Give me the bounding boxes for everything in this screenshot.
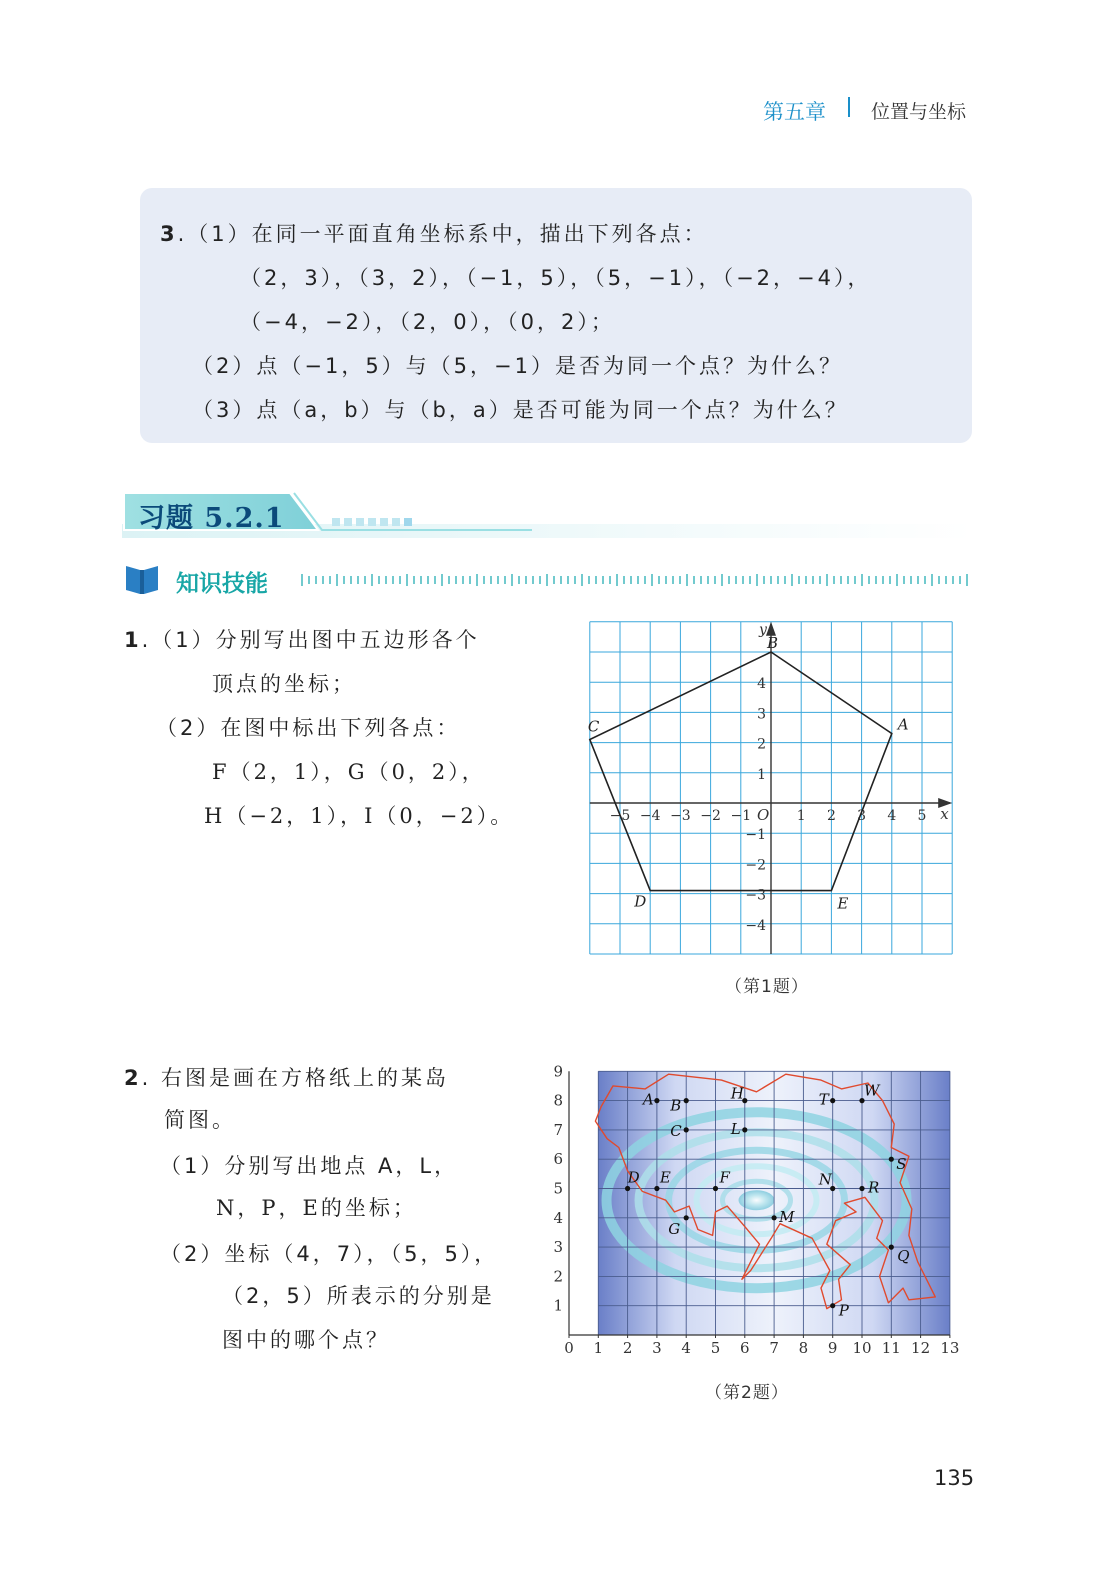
y-tick-label: 9 bbox=[553, 1062, 563, 1081]
y-tick-label: 5 bbox=[553, 1179, 563, 1198]
point-Q bbox=[889, 1245, 894, 1250]
point-label-T: T bbox=[818, 1090, 829, 1109]
q3-points-line2: （−4，−2），（2，0），（0，2）； bbox=[240, 310, 615, 334]
y-tick-label: −4 bbox=[745, 917, 766, 934]
vertex-label-D: D bbox=[634, 892, 647, 911]
point-R bbox=[859, 1186, 864, 1191]
q1-line4: F（2，1），G（0，2）， bbox=[212, 760, 486, 784]
x-tick-label: −3 bbox=[670, 808, 691, 824]
chapter-label: 第五章 bbox=[763, 100, 826, 124]
point-label-Q: Q bbox=[897, 1247, 910, 1266]
x-tick-label: 1 bbox=[796, 808, 806, 824]
figure2-caption: （第2题） bbox=[705, 1383, 789, 1403]
q2-line1 bbox=[124, 1062, 449, 1092]
x-tick-label: 5 bbox=[710, 1339, 721, 1357]
q3-number: 3 bbox=[160, 222, 178, 246]
q2-line6: （2，5）所表示的分别是 bbox=[222, 1284, 495, 1308]
point-label-G: G bbox=[668, 1219, 681, 1238]
x-tick-label: −4 bbox=[639, 808, 661, 824]
point-label-E: E bbox=[659, 1168, 671, 1187]
y-tick-label: 4 bbox=[553, 1208, 563, 1227]
vertex-label-B: B bbox=[767, 634, 779, 652]
q1-line1 bbox=[124, 624, 480, 654]
book-icon bbox=[126, 566, 158, 594]
y-tick-label: −2 bbox=[745, 857, 766, 874]
figure1-caption: （第1题） bbox=[725, 977, 809, 997]
q2-line2: 简图。 bbox=[164, 1108, 236, 1132]
q3-part1: .（1）在同一平面直角坐标系中，描出下列各点： bbox=[177, 222, 708, 246]
x-tick-label: 1 bbox=[593, 1339, 604, 1357]
point-C bbox=[684, 1127, 689, 1132]
point-label-P: P bbox=[838, 1301, 849, 1320]
point-label-C: C bbox=[670, 1121, 682, 1140]
q2-number: 2 bbox=[124, 1066, 142, 1090]
point-label-A: A bbox=[642, 1090, 654, 1109]
point-L bbox=[742, 1127, 747, 1132]
q2-part1: . 右图是画在方格纸上的某岛 bbox=[141, 1066, 449, 1090]
y-tick-label: −3 bbox=[745, 887, 766, 904]
point-label-L: L bbox=[730, 1119, 741, 1138]
point-T bbox=[830, 1098, 835, 1103]
chapter-title: 位置与坐标 bbox=[871, 101, 967, 123]
x-tick-label: 3 bbox=[652, 1339, 662, 1357]
q1-line5: H（−2，1），I（0，−2）。 bbox=[204, 804, 515, 828]
point-label-W: W bbox=[864, 1081, 880, 1100]
header-divider bbox=[848, 97, 850, 117]
point-label-M: M bbox=[779, 1207, 795, 1226]
point-B bbox=[684, 1098, 689, 1103]
knowledge-title: 知识技能 bbox=[176, 571, 268, 597]
q2-line5: （2）坐标（4，7），（5，5）， bbox=[160, 1242, 499, 1266]
x-tick-label: 11 bbox=[881, 1339, 901, 1357]
x-axis-label: x bbox=[940, 805, 949, 823]
point-label-D: D bbox=[627, 1168, 640, 1187]
section-title: 习题 5.2.1 bbox=[138, 503, 285, 534]
x-tick-label: 4 bbox=[681, 1339, 691, 1357]
y-tick-label: 2 bbox=[553, 1267, 563, 1286]
point-M bbox=[772, 1215, 777, 1220]
point-S bbox=[889, 1157, 894, 1162]
x-tick-label: −5 bbox=[609, 808, 631, 824]
y-tick-label: 1 bbox=[553, 1296, 563, 1315]
x-tick-label: 6 bbox=[740, 1339, 750, 1357]
point-E bbox=[654, 1186, 659, 1191]
vertex-label-A: A bbox=[897, 715, 909, 734]
island-map-chart bbox=[548, 1062, 963, 1362]
point-F bbox=[713, 1186, 718, 1191]
x-tick-label: 2 bbox=[826, 808, 836, 824]
dotted-rule bbox=[302, 574, 967, 586]
x-tick-label: 12 bbox=[911, 1339, 931, 1357]
x-tick-label: 8 bbox=[798, 1339, 809, 1357]
origin-label: O bbox=[757, 806, 770, 824]
q2-line7: 图中的哪个点？ bbox=[222, 1328, 390, 1352]
x-tick-label: 4 bbox=[887, 808, 897, 824]
vertex-label-E: E bbox=[837, 894, 849, 913]
x-tick-label: 3 bbox=[857, 808, 867, 824]
x-tick-label: 2 bbox=[622, 1339, 633, 1357]
pentagon-chart bbox=[587, 615, 965, 960]
q3-line1 bbox=[160, 218, 708, 248]
y-axis-label: y bbox=[759, 621, 767, 638]
x-tick-label: −1 bbox=[730, 808, 752, 824]
x-tick-label: 13 bbox=[940, 1339, 960, 1357]
x-tick-label: 7 bbox=[769, 1339, 779, 1357]
q2-line3: （1）分别写出地点 A，L， bbox=[160, 1154, 459, 1178]
q1-line3: （2）在图中标出下列各点： bbox=[156, 716, 461, 740]
x-tick-label: 0 bbox=[564, 1339, 574, 1357]
swirl-center bbox=[739, 1190, 775, 1210]
q1-line2: 顶点的坐标； bbox=[212, 672, 356, 696]
q3-part3: （3）点（a，b）与（b，a）是否可能为同一个点？为什么？ bbox=[192, 398, 849, 422]
point-label-S: S bbox=[896, 1155, 907, 1174]
y-tick-label: −1 bbox=[745, 827, 766, 844]
point-label-F: F bbox=[719, 1168, 730, 1187]
point-A bbox=[654, 1098, 659, 1103]
point-label-B: B bbox=[670, 1096, 682, 1115]
x-tick-label: 10 bbox=[852, 1339, 872, 1357]
x-tick-label: −2 bbox=[700, 808, 721, 824]
q3-points-line1: （2，3），（3，2），（−1，5），（5，−1），（−2，−4）， bbox=[240, 266, 872, 290]
vertex-label-C: C bbox=[587, 717, 600, 736]
y-tick-label: 6 bbox=[553, 1150, 563, 1169]
point-D bbox=[625, 1186, 630, 1191]
page-number: 135 bbox=[934, 1466, 975, 1490]
x-tick-label: 9 bbox=[827, 1339, 838, 1357]
q1-part1: .（1）分别写出图中五边形各个 bbox=[141, 628, 480, 652]
point-G bbox=[684, 1215, 689, 1220]
y-tick-label: 3 bbox=[553, 1238, 563, 1257]
y-tick-label: 4 bbox=[757, 676, 766, 693]
point-label-R: R bbox=[868, 1178, 880, 1197]
x-tick-label: 5 bbox=[917, 808, 927, 824]
y-tick-label: 7 bbox=[553, 1120, 563, 1139]
q2-line4: N，P，E的坐标； bbox=[216, 1196, 417, 1220]
q3-part2: （2）点（−1，5）与（5，−1）是否为同一个点？为什么？ bbox=[192, 354, 843, 378]
point-P bbox=[830, 1303, 835, 1308]
y-tick-label: 2 bbox=[757, 736, 766, 753]
point-label-N: N bbox=[818, 1170, 832, 1189]
y-tick-label: 1 bbox=[757, 766, 766, 783]
y-tick-label: 8 bbox=[553, 1091, 563, 1110]
point-label-H: H bbox=[730, 1084, 744, 1103]
q1-number: 1 bbox=[124, 628, 142, 652]
y-tick-label: 3 bbox=[757, 706, 766, 723]
